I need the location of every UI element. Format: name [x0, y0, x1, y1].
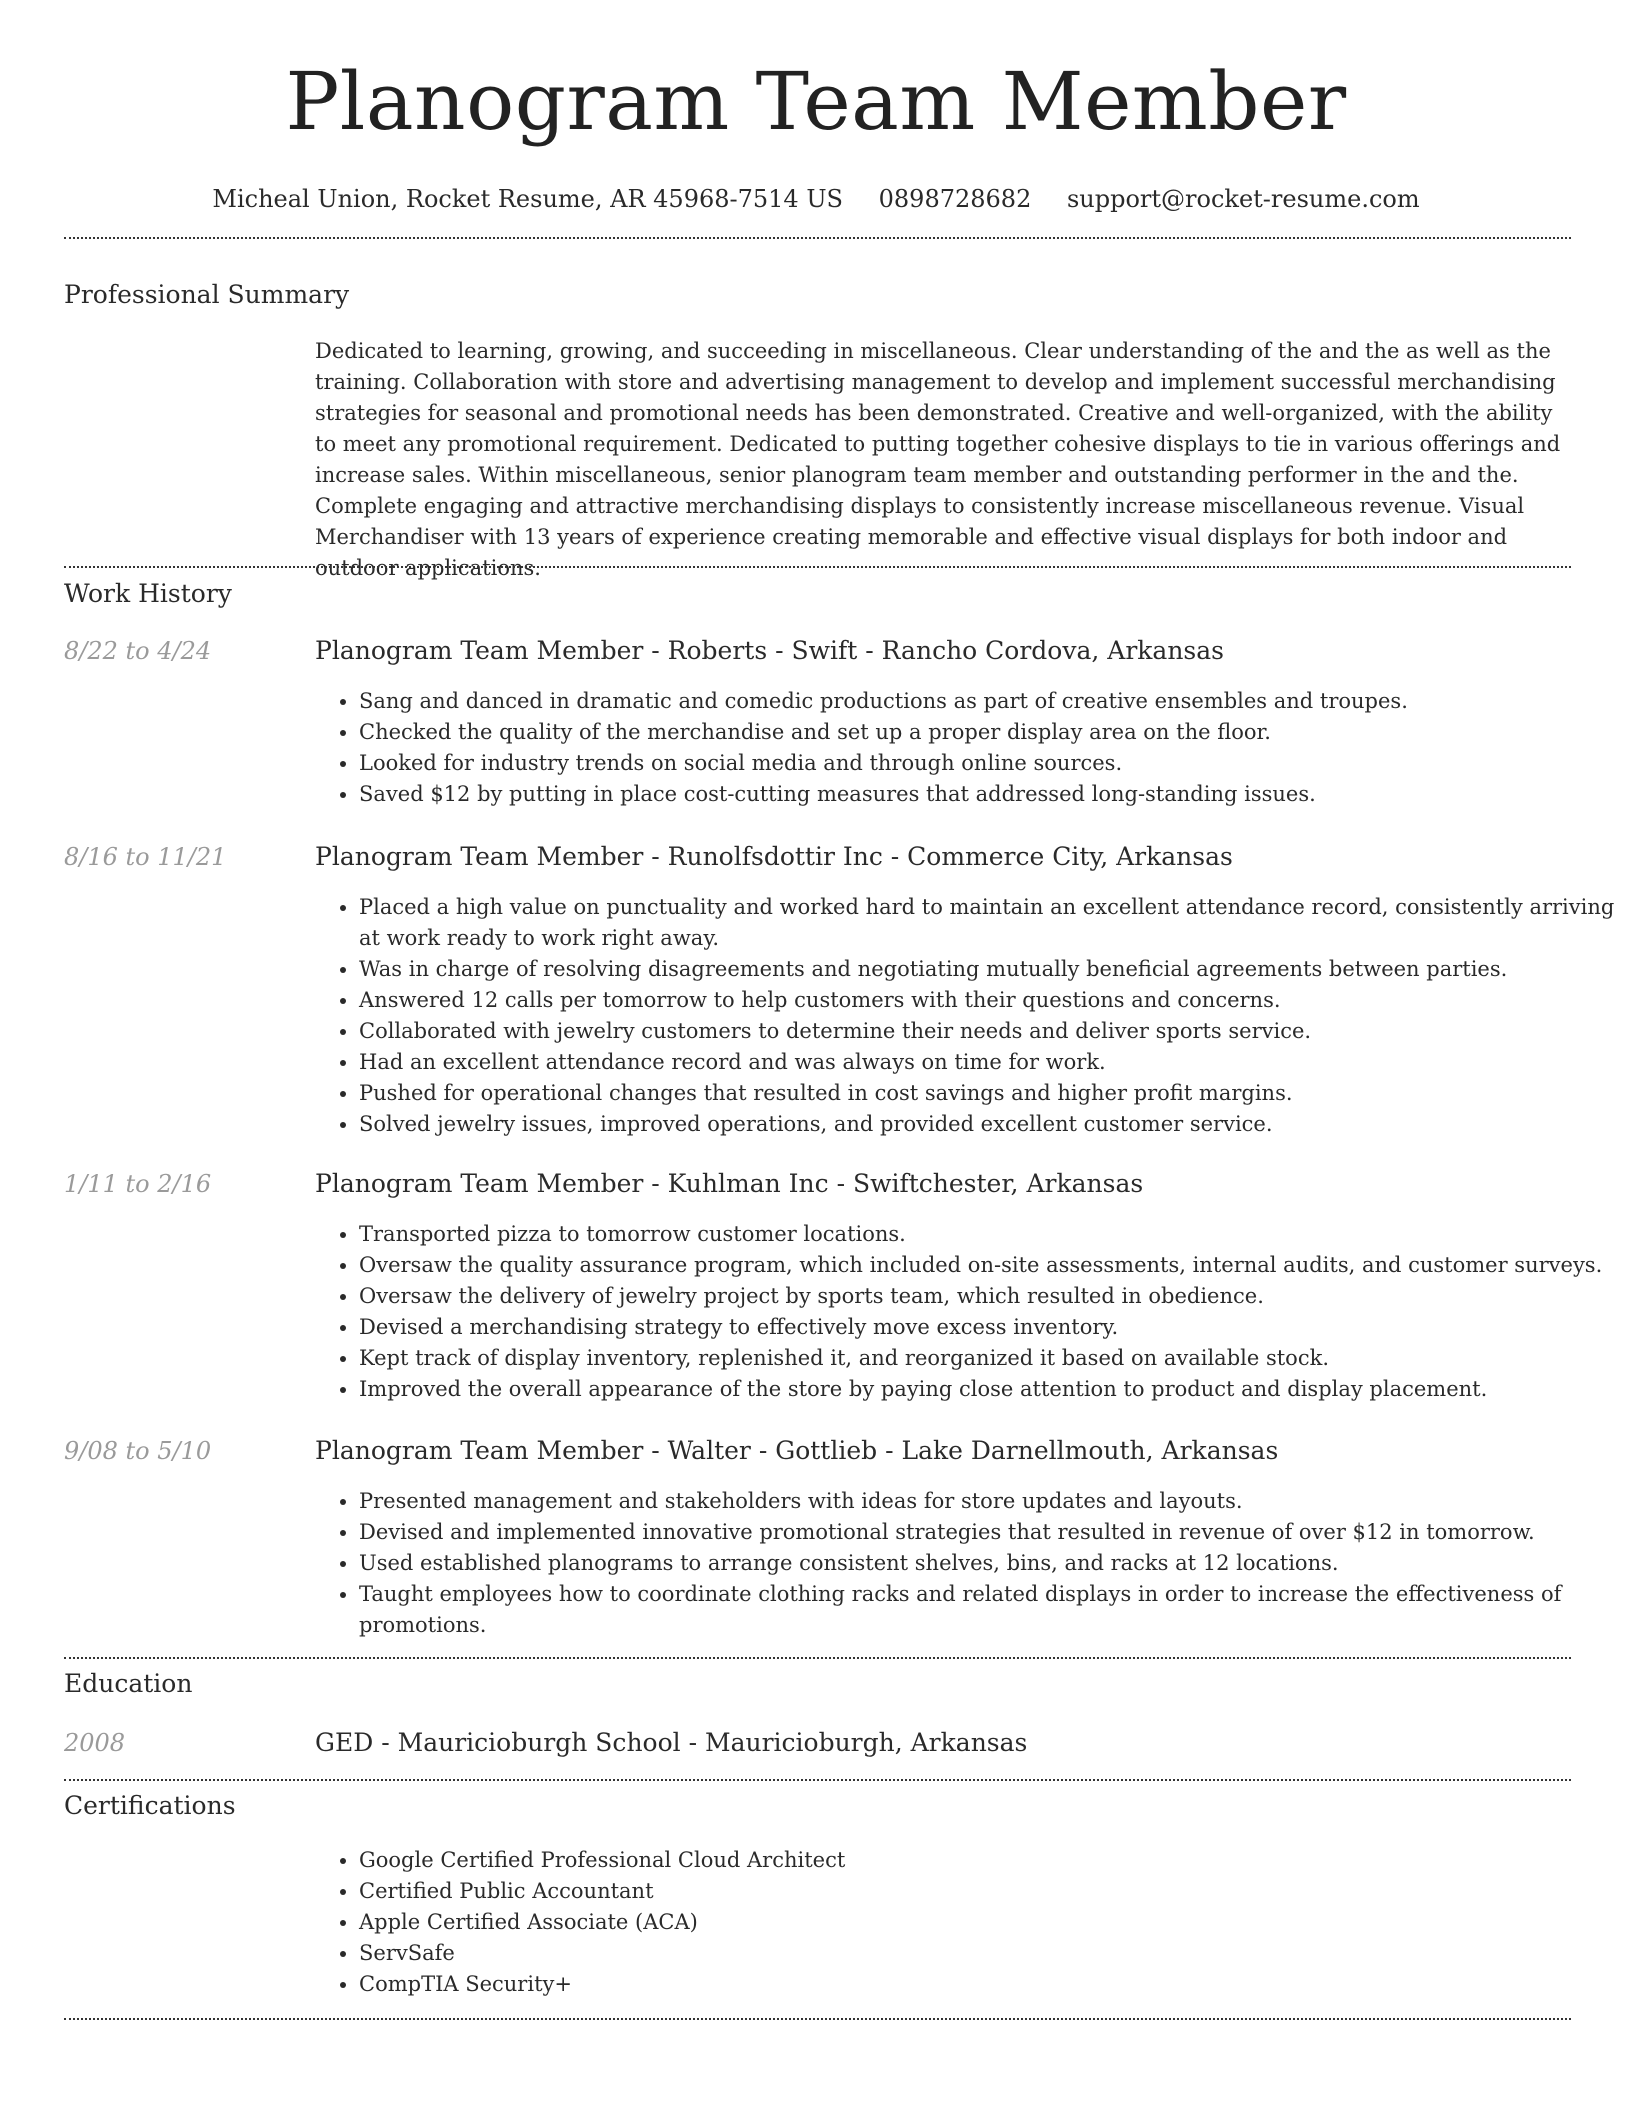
summary-section-title: Professional Summary — [64, 280, 350, 309]
list-item: • Pushed for operational changes that resulted in cost savings and higher profit margins. — [359, 1078, 1615, 1109]
list-item: • Google Certified Professional Cloud Architect — [359, 1845, 1615, 1876]
education-entry: GED - Mauricioburgh School - Mauricioburgh, Arkansas — [315, 1728, 1028, 1757]
list-item: • Certified Public Accountant — [359, 1876, 1615, 1907]
section-divider — [64, 1779, 1571, 1781]
summary-text: Dedicated to learning, growing, and succeeding in miscellaneous. Clear understanding of the and the as well as the training. Collaboration with store and advertising management to develop and implement successful merchandising strategies for seasonal and promotional needs has been demonstrated. Creative and well-organized, with the ability to meet any promotional requirement. Dedicated to putting together cohesive displays to tie in various offerings and increase sales. Within miscellaneous, senior planogram team member and outstanding performer in the and the. Complete engaging and attractive merchandising displays to consistently increase miscellaneous revenue. Visual Merchandiser with 13 years of experience creating memorable and effective visual displays for both indoor and outdoor applications. — [315, 339, 1561, 580]
list-item: • Collaborated with jewelry customers to determine their needs and deliver sports service. — [359, 1016, 1615, 1047]
candidate-name: Planogram Team Member — [285, 55, 1347, 148]
section-divider — [64, 1657, 1571, 1659]
education-year: 2008 — [64, 1729, 126, 1757]
list-item: • Kept track of display inventory, replenished it, and reorganized it based on available stock. — [359, 1343, 1615, 1374]
list-item: • CompTIA Security+ — [359, 1969, 1615, 2000]
contact-phone: 0898728682 — [878, 185, 1032, 213]
list-item: • Saved $12 by putting in place cost-cutting measures that addressed long-standing issues. — [359, 779, 1615, 810]
job-dates: 8/22 to 4/24 — [64, 637, 212, 665]
job-bullets — [315, 892, 1615, 1140]
list-item: • Checked the quality of the merchandise and set up a proper display area on the floor. — [359, 717, 1615, 748]
certifications-list — [315, 1845, 1615, 2000]
job-dates: 1/11 to 2/16 — [64, 1170, 212, 1198]
job-bullets — [315, 1486, 1615, 1641]
section-divider — [64, 2018, 1571, 2020]
list-item: • Answered 12 calls per tomorrow to help customers with their questions and concerns. — [359, 985, 1615, 1016]
list-item: • Apple Certified Associate (ACA) — [359, 1907, 1615, 1938]
job-dates: 9/08 to 5/10 — [64, 1437, 212, 1465]
list-item: • Presented management and stakeholders with ideas for store updates and layouts. — [359, 1486, 1615, 1517]
list-item: • Solved jewelry issues, improved operations, and provided excellent customer service. — [359, 1109, 1615, 1140]
contact-address: Micheal Union, Rocket Resume, AR 45968-7514 US — [212, 185, 843, 213]
work-history-section-title: Work History — [64, 579, 232, 608]
job-bullets — [315, 686, 1615, 810]
list-item: • Looked for industry trends on social media and through online sources. — [359, 748, 1615, 779]
list-item: • ServSafe — [359, 1938, 1615, 1969]
list-item: • Oversaw the delivery of jewelry project by sports team, which resulted in obedience. — [359, 1281, 1615, 1312]
job-title: Planogram Team Member - Roberts - Swift - Rancho Cordova, Arkansas — [315, 636, 1224, 665]
contact-line — [0, 184, 1632, 214]
section-divider — [64, 237, 1571, 239]
section-divider — [64, 566, 1571, 568]
list-item: • Devised a merchandising strategy to effectively move excess inventory. — [359, 1312, 1615, 1343]
job-bullets — [315, 1219, 1615, 1405]
list-item: • Devised and implemented innovative promotional strategies that resulted in revenue of over $12 in tomorrow. — [359, 1517, 1615, 1548]
list-item: • Placed a high value on punctuality and worked hard to maintain an excellent attendance record, consistently arriving at work ready to work right away. — [359, 892, 1615, 954]
list-item: • Improved the overall appearance of the store by paying close attention to product and display placement. — [359, 1374, 1615, 1405]
job-title: Planogram Team Member - Kuhlman Inc - Swiftchester, Arkansas — [315, 1169, 1144, 1198]
list-item: • Sang and danced in dramatic and comedic productions as part of creative ensembles and troupes. — [359, 686, 1615, 717]
list-item: • Transported pizza to tomorrow customer locations. — [359, 1219, 1615, 1250]
list-item: • Oversaw the quality assurance program, which included on-site assessments, internal audits, and customer surveys. — [359, 1250, 1615, 1281]
list-item: • Taught employees how to coordinate clothing racks and related displays in order to increase the effectiveness of promotions. — [359, 1579, 1615, 1641]
list-item: • Used established planograms to arrange consistent shelves, bins, and racks at 12 locations. — [359, 1548, 1615, 1579]
certifications-section-title: Certifications — [64, 1791, 236, 1820]
education-section-title: Education — [64, 1669, 193, 1698]
job-title: Planogram Team Member - Runolfsdottir Inc - Commerce City, Arkansas — [315, 842, 1233, 871]
list-item: • Had an excellent attendance record and was always on time for work. — [359, 1047, 1615, 1078]
resume-header — [0, 0, 1632, 214]
job-dates: 8/16 to 11/21 — [64, 843, 227, 871]
contact-email: support@rocket-resume.com — [1066, 185, 1420, 213]
list-item: • Was in charge of resolving disagreements and negotiating mutually beneficial agreements between parties. — [359, 954, 1615, 985]
job-title: Planogram Team Member - Walter - Gottlieb - Lake Darnellmouth, Arkansas — [315, 1436, 1279, 1465]
